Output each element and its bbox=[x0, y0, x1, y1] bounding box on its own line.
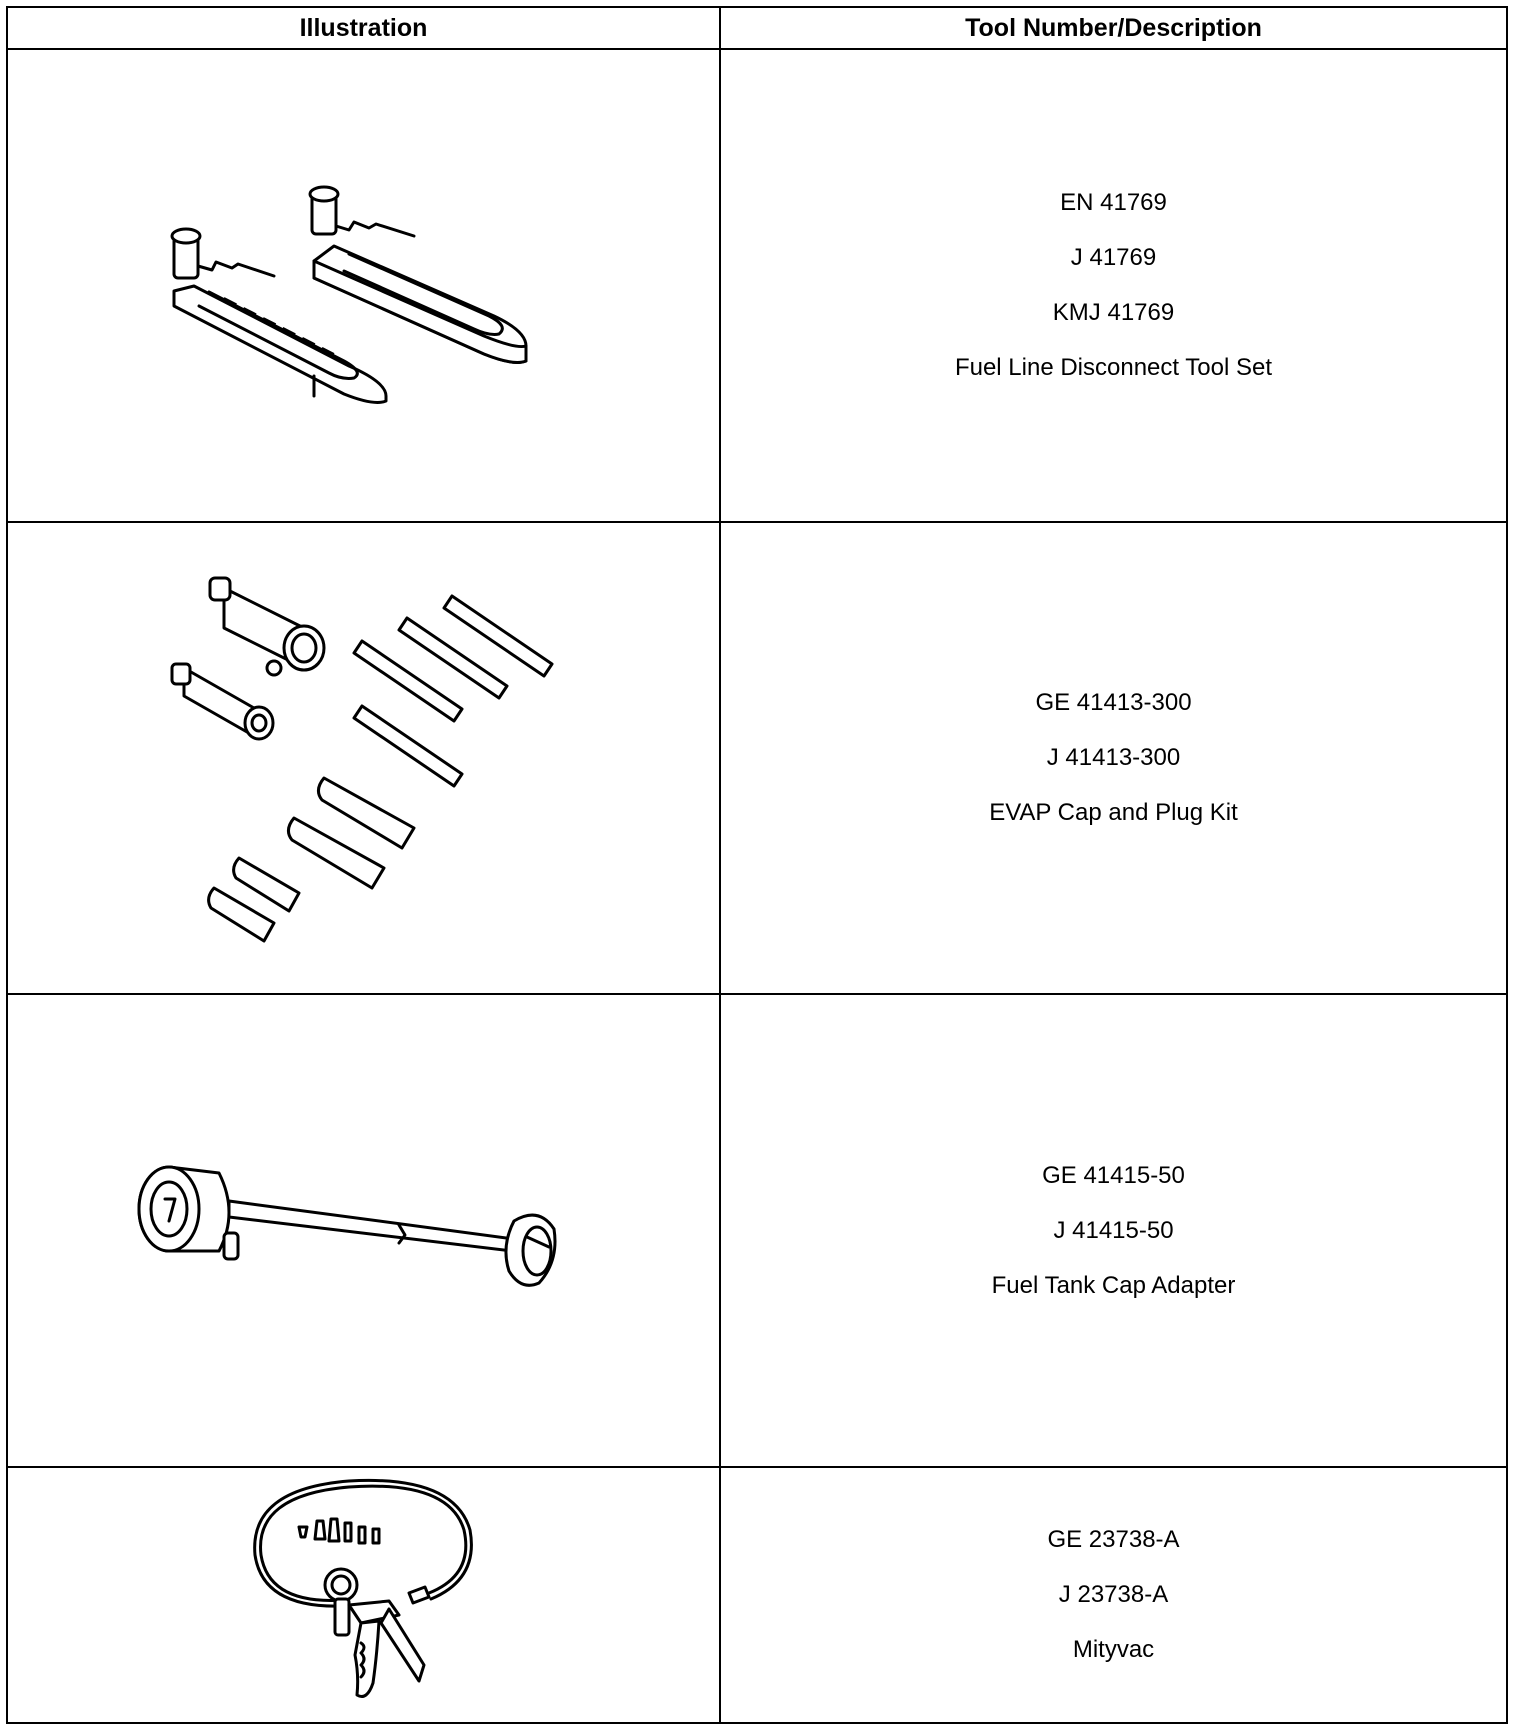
table-row bbox=[7, 522, 1507, 994]
illustration-column-header: Illustration bbox=[7, 7, 720, 49]
description-cell bbox=[720, 49, 1507, 522]
tool-number-primary: EN 41769 bbox=[1060, 189, 1167, 216]
description-cell bbox=[720, 994, 1507, 1467]
tool-number-secondary: J 41769 bbox=[1070, 244, 1157, 271]
fuel-tank-cap-adapter-icon bbox=[129, 1151, 599, 1311]
tool-description: Fuel Tank Cap Adapter bbox=[991, 1271, 1236, 1299]
illustration-cell bbox=[7, 49, 720, 522]
header-row bbox=[7, 7, 1507, 49]
tool-number-primary: GE 41413-300 bbox=[1035, 689, 1192, 716]
table-row bbox=[7, 49, 1507, 522]
description-cell bbox=[720, 1467, 1507, 1723]
special-tools-table bbox=[6, 6, 1508, 1724]
tool-number-secondary: J 23738-A bbox=[1058, 1581, 1169, 1608]
tool-number-primary: GE 41415-50 bbox=[1042, 1161, 1185, 1189]
tool-description: Fuel Line Disconnect Tool Set bbox=[954, 354, 1273, 381]
illustration-cell bbox=[7, 522, 720, 994]
illustration-cell bbox=[7, 1467, 720, 1723]
tool-number-secondary: J 41413-300 bbox=[1046, 744, 1181, 771]
illustration-cell bbox=[7, 994, 720, 1467]
table-row bbox=[7, 994, 1507, 1467]
mityvac-icon bbox=[249, 1475, 479, 1715]
table-row bbox=[7, 1467, 1507, 1723]
tool-number-secondary: J 41415-50 bbox=[1053, 1216, 1174, 1244]
tool-number-tertiary: KMJ 41769 bbox=[1052, 299, 1175, 326]
evap-cap-and-plug-kit-icon bbox=[154, 568, 574, 948]
description-column-header: Tool Number/Description bbox=[720, 7, 1507, 49]
fuel-line-disconnect-tool-set-icon bbox=[154, 166, 574, 406]
tool-description: EVAP Cap and Plug Kit bbox=[989, 799, 1238, 826]
tool-description: Mityvac bbox=[1072, 1636, 1155, 1663]
description-cell bbox=[720, 522, 1507, 994]
tool-number-primary: GE 23738-A bbox=[1047, 1526, 1180, 1553]
